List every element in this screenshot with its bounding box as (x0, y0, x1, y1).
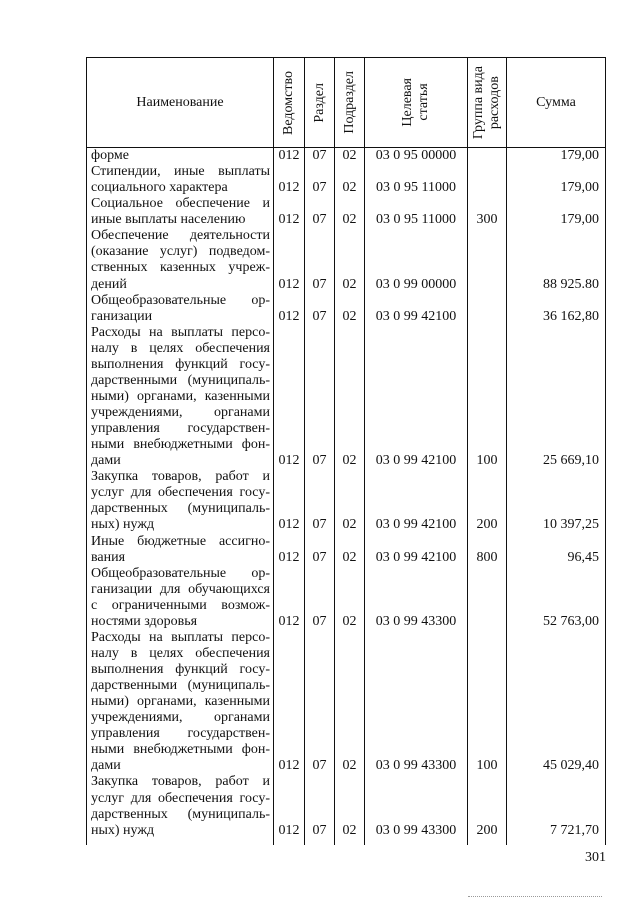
department-code: 012 (278, 453, 300, 469)
name-line: дарственных (муниципаль- (91, 806, 270, 822)
scan-edge-line (468, 896, 602, 897)
expense-group-code-cell (467, 325, 506, 470)
expense-group-code-cell (467, 469, 506, 533)
table-row (86, 293, 606, 325)
expense-group-code-cell (467, 196, 506, 228)
name-line: Общеобразовательные ор- (91, 292, 270, 308)
table-row (86, 469, 606, 533)
expense-group-code-cell (467, 228, 506, 292)
target-article-code: 03 0 95 11000 (376, 212, 456, 228)
name-line: налу в целях обеспечения (91, 645, 270, 661)
target-article-code: 03 0 99 42100 (375, 517, 457, 533)
row-name-cell (86, 534, 273, 566)
section-code-cell (304, 293, 334, 325)
section-code: 07 (312, 758, 327, 774)
subsection-code: 02 (342, 180, 357, 196)
target-article-code-cell (364, 196, 467, 228)
name-line: Стипендии, иные выплаты (91, 164, 270, 180)
target-article-code-cell (364, 566, 467, 630)
department-code-cell (273, 774, 304, 838)
page-number: 301 (585, 850, 606, 865)
amount-value-cell (506, 534, 606, 566)
header-section (304, 58, 334, 147)
amount-value-cell (506, 566, 606, 630)
name-line: ных) нужд (91, 822, 155, 838)
name-line: ностями здоровья (91, 613, 198, 629)
row-name-cell (86, 228, 273, 292)
name-line: управления государствен- (91, 726, 270, 742)
header-target-article-line: Целевая (400, 78, 415, 127)
amount-value: 45 029,40 (543, 758, 599, 774)
name-line: иные выплаты населению (91, 212, 246, 228)
department-code: 012 (278, 758, 300, 774)
amount-value-cell (506, 630, 606, 775)
table-row (86, 196, 606, 228)
amount-value-cell (506, 293, 606, 325)
row-name-cell (86, 293, 273, 325)
department-code-cell (273, 293, 304, 325)
name-line: учреждениями, органами (91, 710, 270, 726)
subsection-code-cell (334, 774, 364, 838)
name-line: Обеспечение деятельности (91, 228, 270, 244)
row-name-cell (86, 469, 273, 533)
target-article-code-cell (364, 148, 467, 164)
subsection-code: 02 (342, 758, 357, 774)
section-code-cell (304, 774, 334, 838)
section-code: 07 (312, 517, 327, 533)
department-code: 012 (278, 148, 300, 163)
subsection-code-cell (334, 293, 364, 325)
expense-group-code-cell (467, 148, 506, 164)
amount-value: 36 162,80 (543, 308, 599, 324)
department-code: 012 (278, 212, 300, 228)
header-name (86, 58, 273, 147)
table-row (86, 325, 606, 470)
department-code-cell (273, 566, 304, 630)
subsection-code-cell (334, 325, 364, 470)
amount-value-cell (506, 228, 606, 292)
department-code-cell (273, 325, 304, 470)
subsection-code: 02 (342, 148, 357, 163)
expense-group-code-cell (467, 293, 506, 325)
row-name-cell (86, 630, 273, 775)
section-code: 07 (312, 276, 327, 292)
target-article-code-cell (364, 164, 467, 196)
expense-group-code: 200 (476, 822, 498, 838)
subsection-code-cell (334, 164, 364, 196)
empty-cell (506, 839, 606, 845)
section-code: 07 (312, 148, 327, 163)
subsection-code-cell (334, 469, 364, 533)
department-code: 012 (278, 308, 300, 324)
name-line: Закупка товаров, работ и (91, 469, 270, 485)
section-code-cell (304, 630, 334, 775)
section-code-cell (304, 534, 334, 566)
amount-value-cell (506, 325, 606, 470)
subsection-code: 02 (342, 549, 357, 565)
section-code-cell (304, 325, 334, 470)
expense-group-code-cell (467, 534, 506, 566)
department-code-cell (273, 534, 304, 566)
subsection-code: 02 (342, 517, 357, 533)
name-line: форме (91, 148, 129, 163)
target-article-code-cell (364, 469, 467, 533)
expense-group-code: 800 (476, 549, 498, 565)
name-line: ными внебюджетными фон- (91, 742, 270, 758)
target-article-code-cell (364, 293, 467, 325)
name-line: Закупка товаров, работ и (91, 774, 270, 790)
section-code: 07 (312, 613, 327, 629)
subsection-code: 02 (342, 276, 357, 292)
target-article-code: 03 0 99 42100 (375, 549, 457, 565)
amount-value-cell (506, 196, 606, 228)
department-code: 012 (278, 822, 300, 838)
name-line: учреждениями, органами (91, 405, 270, 420)
name-line: дами (91, 758, 121, 774)
expense-group-code-cell (467, 566, 506, 630)
header-subsection (334, 58, 364, 147)
section-code-cell (304, 196, 334, 228)
empty-cell (273, 839, 304, 845)
amount-value: 10 397,25 (543, 517, 599, 533)
row-name-cell (86, 148, 273, 164)
name-line: дарственных (муниципаль- (91, 501, 270, 517)
name-line: дами (91, 453, 121, 469)
subsection-code-cell (334, 566, 364, 630)
header-target-article (364, 58, 467, 147)
target-article-code: 03 0 95 00000 (375, 148, 457, 163)
target-article-code-cell (364, 325, 467, 470)
section-code: 07 (312, 180, 327, 196)
name-line: (оказание услуг) подведом- (91, 244, 270, 260)
target-article-code: 03 0 99 43300 (375, 613, 457, 629)
target-article-code-cell (364, 630, 467, 775)
section-code-cell (304, 148, 334, 164)
section-code-cell (304, 164, 334, 196)
department-code-cell (273, 630, 304, 775)
name-line: Расходы на выплаты персо- (91, 629, 270, 645)
expense-group-code: 300 (476, 212, 498, 228)
subsection-code-cell (334, 148, 364, 164)
amount-value: 7 721,70 (550, 822, 599, 838)
budget-table (86, 57, 606, 845)
amount-value: 52 763,00 (543, 613, 599, 629)
expense-group-code-cell (467, 164, 506, 196)
name-line: ными внебюджетными фон- (91, 437, 270, 453)
name-line: дарственными (муниципаль- (91, 678, 270, 694)
department-code: 012 (278, 180, 300, 196)
empty-cell (86, 839, 273, 845)
table-row (86, 534, 606, 566)
subsection-code-cell (334, 630, 364, 775)
name-line: вания (91, 549, 126, 565)
amount-value: 179,00 (560, 180, 599, 196)
section-code: 07 (312, 822, 327, 838)
name-line: выполнения функций госу- (91, 356, 270, 372)
name-line: ганизации (91, 308, 153, 324)
row-name-cell (86, 774, 273, 838)
expense-group-code-cell (467, 774, 506, 838)
expense-group-code: 100 (476, 453, 498, 469)
table-row (86, 228, 606, 292)
section-code: 07 (312, 453, 327, 469)
header-amount (506, 58, 606, 147)
amount-value: 179,00 (560, 148, 599, 163)
header-subsection-label: Подраздел (341, 71, 357, 134)
amount-value: 25 669,10 (543, 453, 599, 469)
subsection-code: 02 (342, 822, 357, 838)
expense-group-code: 200 (476, 517, 498, 533)
section-code-cell (304, 469, 334, 533)
department-code-cell (273, 164, 304, 196)
table-continuation (86, 839, 606, 845)
expense-group-code-cell (467, 630, 506, 775)
name-line: налу в целях обеспечения (91, 340, 270, 356)
subsection-code: 02 (342, 613, 357, 629)
name-line: с ограниченными возмож- (91, 597, 270, 613)
department-code-cell (273, 196, 304, 228)
header-department-label: Ведомство (281, 70, 296, 135)
subsection-code-cell (334, 228, 364, 292)
name-line: ганизации для обучающихся (91, 581, 270, 597)
department-code: 012 (278, 276, 300, 292)
target-article-code: 03 0 95 11000 (376, 180, 456, 196)
header-amount-label: Сумма (536, 94, 576, 110)
amount-value-cell (506, 774, 606, 838)
subsection-code: 02 (342, 212, 357, 228)
header-expense-group-line: расходов (487, 75, 502, 130)
table-row (86, 774, 606, 838)
name-line: услуг для обеспечения госу- (91, 485, 270, 501)
name-line: ными) органами, казенными (91, 694, 270, 710)
section-code-cell (304, 566, 334, 630)
department-code: 012 (278, 613, 300, 629)
table-row (86, 630, 606, 775)
table-header (86, 57, 606, 148)
name-line: дений (91, 276, 127, 292)
table-body (86, 148, 606, 845)
department-code-cell (273, 469, 304, 533)
header-department (273, 58, 304, 147)
empty-cell (304, 839, 334, 845)
name-line: дарственными (муниципаль- (91, 372, 270, 388)
amount-value-cell (506, 164, 606, 196)
department-code-cell (273, 228, 304, 292)
table-row (86, 148, 606, 164)
row-name-cell (86, 164, 273, 196)
amount-value: 96,45 (567, 549, 599, 565)
name-line: ными) органами, казенными (91, 388, 270, 404)
target-article-code: 03 0 99 00000 (375, 276, 457, 292)
header-section-label: Раздел (311, 82, 327, 123)
name-line: социального характера (91, 180, 228, 196)
name-line: услуг для обеспечения госу- (91, 790, 270, 806)
amount-value: 179,00 (560, 212, 599, 228)
target-article-code: 03 0 99 42100 (375, 308, 457, 324)
name-line: ственных казенных учреж- (91, 260, 270, 276)
subsection-code: 02 (342, 308, 357, 324)
department-code: 012 (278, 549, 300, 565)
name-line: Иные бюджетные ассигно- (91, 533, 270, 549)
target-article-code-cell (364, 774, 467, 838)
header-expense-group (467, 58, 506, 147)
empty-cell (334, 839, 364, 845)
name-line: управления государствен- (91, 421, 270, 437)
subsection-code: 02 (342, 453, 357, 469)
name-line: ных) нужд (91, 517, 155, 533)
target-article-code-cell (364, 534, 467, 566)
amount-value: 88 925.80 (543, 276, 599, 292)
section-code-cell (304, 228, 334, 292)
subsection-code-cell (334, 196, 364, 228)
target-article-code: 03 0 99 43300 (375, 822, 457, 838)
row-name-cell (86, 325, 273, 470)
row-name-cell (86, 566, 273, 630)
header-name-label: Наименование (136, 94, 224, 110)
name-line: Расходы на выплаты персо- (91, 324, 270, 340)
empty-cell (364, 839, 467, 845)
target-article-code-cell (364, 228, 467, 292)
empty-cell (467, 839, 506, 845)
amount-value-cell (506, 469, 606, 533)
name-line: Социальное обеспечение и (91, 196, 270, 212)
section-code: 07 (312, 549, 327, 565)
name-line: Общеобразовательные ор- (91, 565, 270, 581)
department-code-cell (273, 148, 304, 164)
expense-group-code: 100 (476, 758, 498, 774)
table-row (86, 164, 606, 196)
row-name-cell (86, 196, 273, 228)
table-row (86, 566, 606, 630)
target-article-code: 03 0 99 43300 (375, 758, 457, 774)
section-code: 07 (312, 212, 327, 228)
subsection-code-cell (334, 534, 364, 566)
section-code: 07 (312, 308, 327, 324)
department-code: 012 (278, 517, 300, 533)
amount-value-cell (506, 148, 606, 164)
name-line: выполнения функций госу- (91, 662, 270, 677)
header-expense-group-line: Группа вида (471, 65, 486, 140)
target-article-code: 03 0 99 42100 (375, 453, 457, 469)
header-target-article-line: статья (416, 83, 431, 122)
